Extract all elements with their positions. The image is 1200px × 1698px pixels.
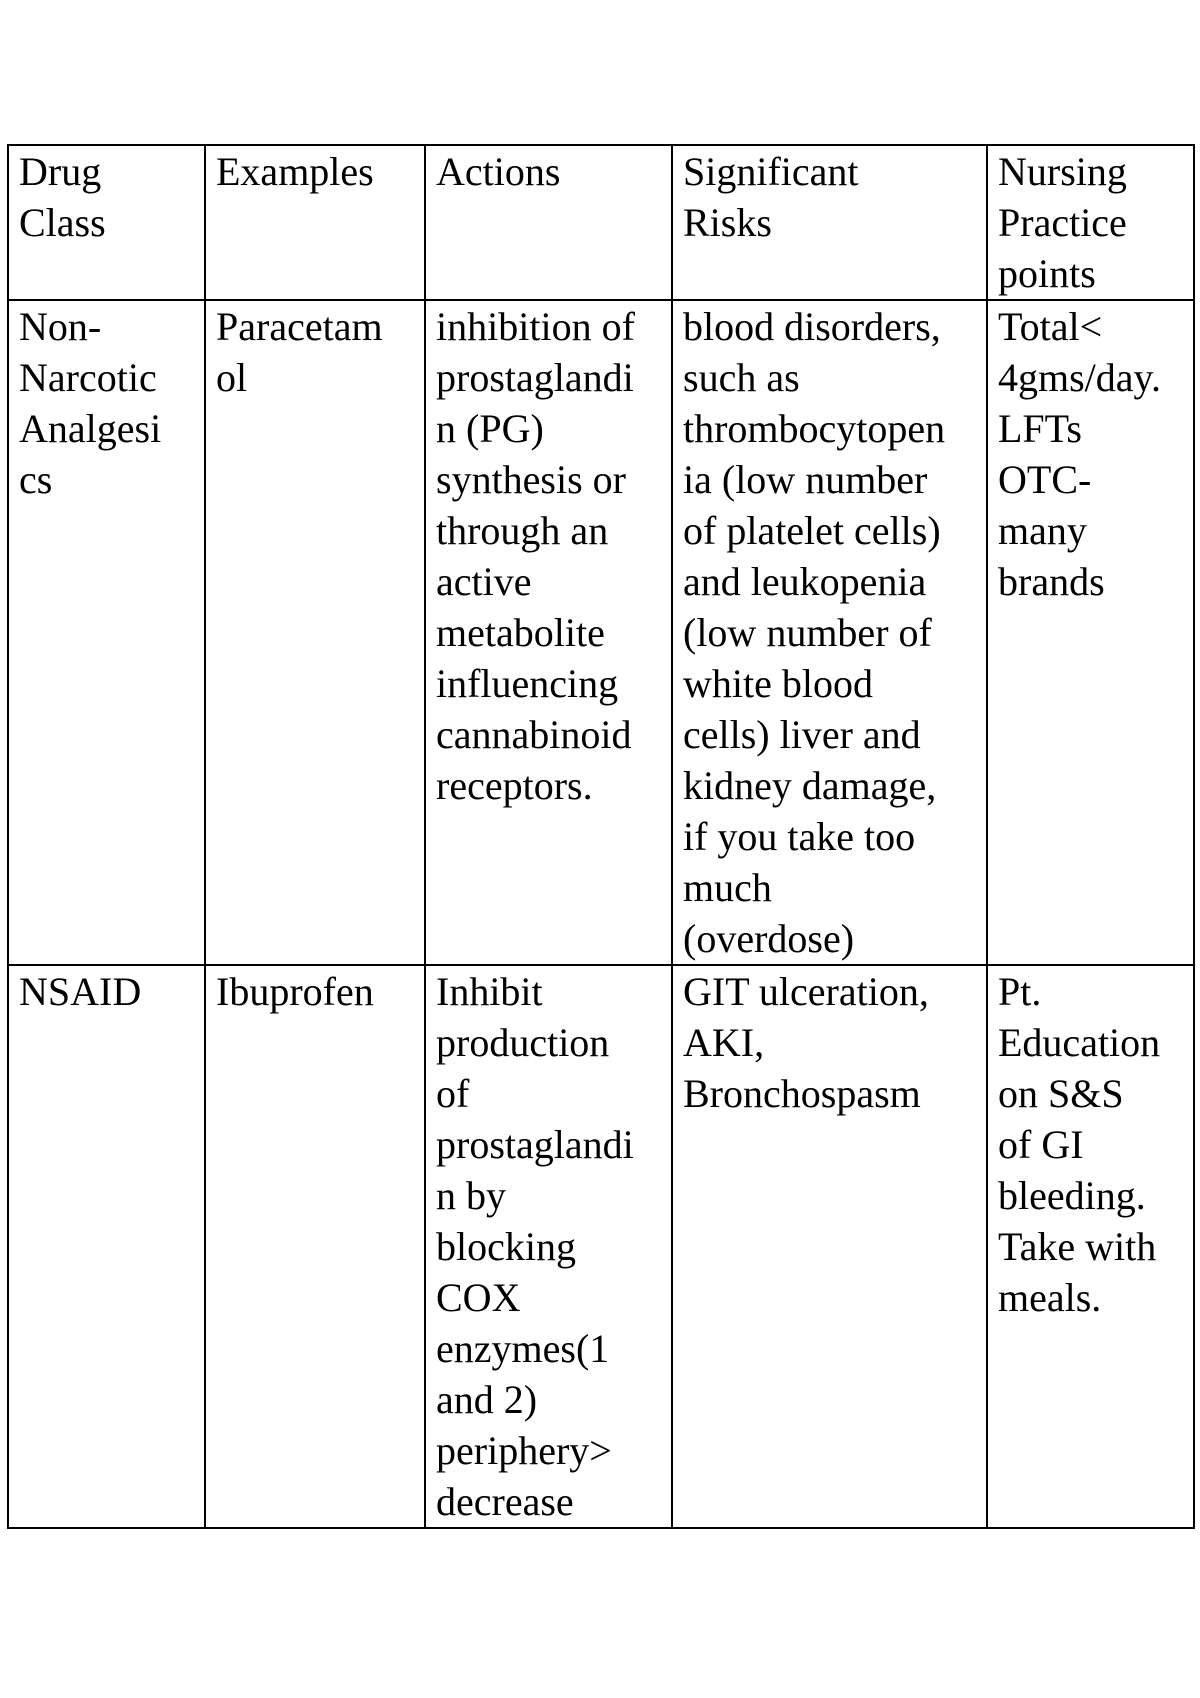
header-nursing-practice-points: Nursing Practice points [987, 145, 1194, 300]
cell-drug-class: NSAID [8, 965, 205, 1528]
table-row [8, 300, 1194, 965]
header-drug-class: Drug Class [8, 145, 205, 300]
header-examples: Examples [205, 145, 425, 300]
table-header-row [8, 145, 1194, 300]
header-significant-risks: Significant Risks [672, 145, 987, 300]
header-actions: Actions [425, 145, 672, 300]
cell-significant-risks: blood disorders, such as thrombocytopen ia (low number of platelet cells) and leukopenia (low number of white blood cells) liver and kidney damage, if you take too much (overdose) [672, 300, 987, 965]
cell-nursing-practice-points: Total< 4gms/day. LFTs OTC- many brands [987, 300, 1194, 965]
cell-significant-risks: GIT ulceration, AKI, Bronchospasm [672, 965, 987, 1528]
cell-actions: Inhibit production of prostaglandi n by blocking COX enzymes(1 and 2) periphery> decrease [425, 965, 672, 1528]
cell-examples: Ibuprofen [205, 965, 425, 1528]
table-row [8, 965, 1194, 1528]
cell-actions: inhibition of prostaglandi n (PG) synthesis or through an active metabolite influencing cannabinoid receptors. [425, 300, 672, 965]
drug-class-table [7, 144, 1195, 1529]
cell-nursing-practice-points: Pt. Education on S&S of GI bleeding. Take with meals. [987, 965, 1194, 1528]
cell-examples: Paracetam ol [205, 300, 425, 965]
cell-drug-class: Non- Narcotic Analgesi cs [8, 300, 205, 965]
